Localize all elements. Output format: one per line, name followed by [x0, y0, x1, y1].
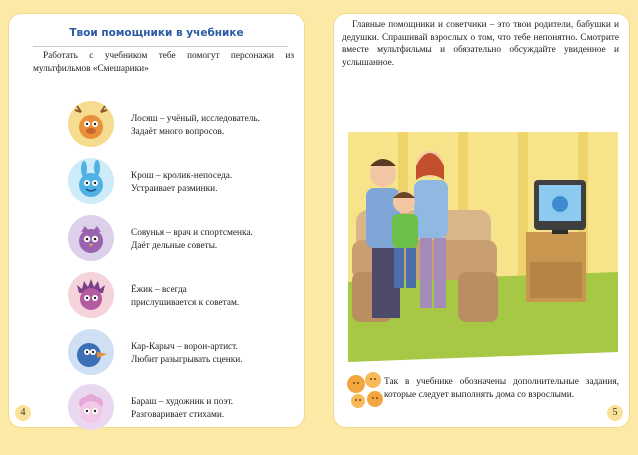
right-page — [334, 14, 629, 427]
intro-text — [33, 50, 294, 75]
left-page — [9, 14, 304, 427]
homework-note: Так в учебнике обозначены дополнительные задания, которые следует выполнять дома со взрослыми. — [384, 377, 619, 400]
character-sovunya — [67, 214, 297, 266]
character-barash — [67, 383, 297, 435]
page-title: Твои помощники в учебнике — [69, 27, 244, 39]
family-faces-icon — [342, 366, 388, 412]
character-description: Лосяш – учёный, исследователь. Задаёт много вопросов. — [131, 114, 260, 137]
character-description: Бараш – художник и поэт. Разговаривает стихами. — [131, 397, 234, 420]
barash-icon — [67, 383, 115, 431]
losyash-icon — [67, 100, 115, 148]
sovunya-icon — [67, 214, 115, 262]
character-description: Совунья – врач и спортсменка. Даёт дельные советы. — [131, 228, 253, 251]
title-divider — [33, 46, 288, 47]
page-number: 4 — [15, 405, 31, 421]
family-watching-tv-illustration — [338, 122, 628, 378]
kar-karych-icon — [67, 328, 115, 376]
character-losyash — [67, 100, 297, 152]
parents-text-content: Главные помощники и советчики – это твои родители, бабушки и дедушки. Спрашивай взрослых о том, что тебе непонятно. Смотрите вместе мультфильмы и обязательно обсуждайте увиденное и услышанное. — [342, 20, 619, 68]
character-description: Крош – кролик-непоседа. Устраивает разминки. — [131, 171, 233, 194]
character-description: Кар-Карыч – ворон-артист. Любит разыгрывать сценки. — [131, 342, 243, 365]
character-description: Ёжик – всегда прислушивается к советам. — [131, 285, 240, 308]
page-number: 5 — [607, 405, 623, 421]
character-kar-karych — [67, 328, 297, 380]
intro-text-content: Работать с учебником тебе помогут персонажи из мультфильмов «Смешарики» — [33, 51, 294, 74]
parents-text — [342, 19, 619, 69]
krosh-icon — [67, 157, 115, 205]
character-krosh — [67, 157, 297, 209]
yozhik-icon — [67, 271, 115, 319]
character-yozhik — [67, 271, 297, 323]
